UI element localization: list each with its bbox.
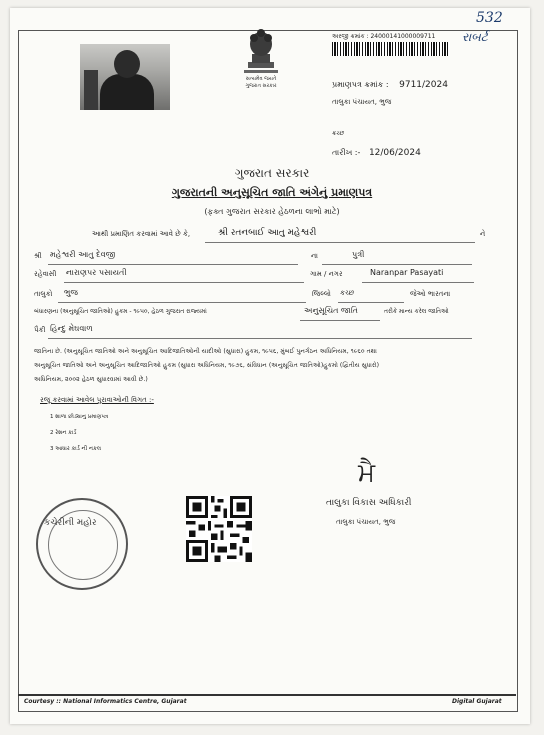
taluka: ભુજ bbox=[64, 288, 78, 297]
father-prefix: શ્રી bbox=[34, 252, 42, 260]
emblem-government: ગુજરાત સરકાર bbox=[245, 83, 277, 89]
national-emblem-icon bbox=[236, 24, 286, 80]
page-border bbox=[18, 30, 518, 712]
document-item: 3 આધાર કાર્ડ ની નકલ bbox=[50, 446, 102, 452]
emblem-motto: સત્યમેવ જયતે bbox=[245, 76, 277, 82]
intro-text: આથી પ્રમાણિત કરવામાં આવે છે કે, bbox=[92, 230, 191, 238]
resident-label: રહેવાસી bbox=[34, 270, 57, 278]
signatory-office: તાલુકા પંચાયત, ભુજ bbox=[336, 518, 396, 526]
certificate-title: ગુજરાતની અનુસૂચિત જાતિ અંગેનું પ્રમાણપત્ર bbox=[171, 186, 373, 199]
district-label: જિલ્લો bbox=[312, 290, 331, 298]
office-seal bbox=[36, 498, 128, 590]
signatory-designation: તાલુકા વિકાસ અધિકારી bbox=[326, 498, 412, 508]
footer-divider bbox=[18, 694, 516, 696]
signature: ਮੈ bbox=[358, 458, 376, 488]
caste-category: અનુસૂચિત જાતિ bbox=[304, 306, 358, 315]
document-item: 1 શાળા છોડ્યાનુ પ્રમાણપત્ર bbox=[50, 414, 109, 420]
document-item: 2 રેશન કાર્ડ bbox=[50, 430, 77, 436]
issue-date: 12/06/2024 bbox=[368, 148, 421, 158]
qr-code bbox=[186, 496, 252, 562]
caste: હિન્દુ મેઘવાળ bbox=[50, 324, 93, 333]
father-name: મહેશ્વરી આતુ દેવજી bbox=[50, 250, 116, 259]
legal-para-line1: જાતિના છે. (અનુસૂચિત જાતિઓ અને અનુસૂચિત આદિજાતિઓની યાદીઓ (સુધારા) હુકમ, ૧૯૫૬, મુંબઈ પુનર્ગઠન અધિનિયમ, ૧૯૬૦ તથા bbox=[34, 348, 377, 355]
certificate-number: 9711/2024 bbox=[399, 80, 448, 90]
documents-heading: રજૂ કરવામાં આવેલ પુરાવાઓની વિગત :- bbox=[40, 396, 154, 404]
intro-suffix: ને bbox=[480, 230, 486, 238]
legal-para-line3: અધિનિયમ, ૨૦૦૨ હેઠળ સુધારવામાં આવી છે.) bbox=[34, 376, 148, 383]
seal-text: કચેરીની મહોર bbox=[44, 518, 97, 528]
state-label: જેઓ ભારતના bbox=[410, 290, 451, 298]
handwritten-note: રાબર્ટ bbox=[462, 30, 488, 44]
resident: નારાણપર પસાયતી bbox=[66, 268, 127, 277]
emblem-caption bbox=[228, 76, 294, 90]
relation-label: ના bbox=[311, 252, 318, 260]
constitution-suffix: તરીકે માન્ય કરેલ જાતિઓ bbox=[384, 308, 449, 315]
certificate-number-row bbox=[332, 80, 448, 90]
legal-para-line2: અનુસૂચિત જાતિઓ અને અનુસૂચિત આદિજાતિઓ હુકમ (સુધારા અધિનિયમ, ૧૯૭૬, સંવિધાન (અનુસૂચિત જાતિઓ)હુકમો (દ્વિતીય સુધારો) bbox=[34, 362, 380, 369]
barcode bbox=[332, 42, 450, 56]
applicant-name: શ્રી રતનબાઈ આતુ મહેશ્વરી bbox=[218, 228, 317, 238]
government-heading: ગુજરાત સરકાર bbox=[234, 166, 310, 180]
footer-brand: Digital Gujarat bbox=[452, 698, 502, 705]
place: ક્રચ્છ bbox=[332, 130, 345, 137]
caste-label: પૈકી bbox=[34, 326, 46, 334]
applicant-photo bbox=[80, 44, 170, 110]
village-label: ગામ / નગર bbox=[310, 270, 343, 278]
certificate-subtitle: (ફક્ત ગુજરાત સરકાર હેઠળના લાભો માટે) bbox=[204, 207, 340, 216]
relation: પુત્રી bbox=[352, 250, 365, 259]
village: Naranpar Pasayati bbox=[370, 268, 444, 277]
certificate-number-label: પ્રમાણપત્ર ક્રમાંક : bbox=[332, 80, 389, 89]
footer-courtesy: Courtesy :: National Informatics Centre, Gujarat bbox=[24, 698, 187, 705]
date-row bbox=[332, 148, 421, 158]
application-number: અરજી ક્રમાંક : 24000141000009711 bbox=[332, 33, 436, 40]
district: કચ્છ bbox=[340, 289, 355, 297]
taluka-label: તાલુકો bbox=[34, 290, 53, 298]
date-label: તારીખ :- bbox=[332, 148, 361, 157]
issuing-office: તાલુકા પંચાયત, ભુજ bbox=[332, 98, 392, 106]
constitution-prefix: બંધારણના (અનુસૂચિત જાતિઓ) હુકમ - ૧૯૫૦, હેઠળ ગુજરાત રાજ્યમાં bbox=[34, 308, 207, 315]
handwritten-number: 532 bbox=[476, 10, 503, 26]
